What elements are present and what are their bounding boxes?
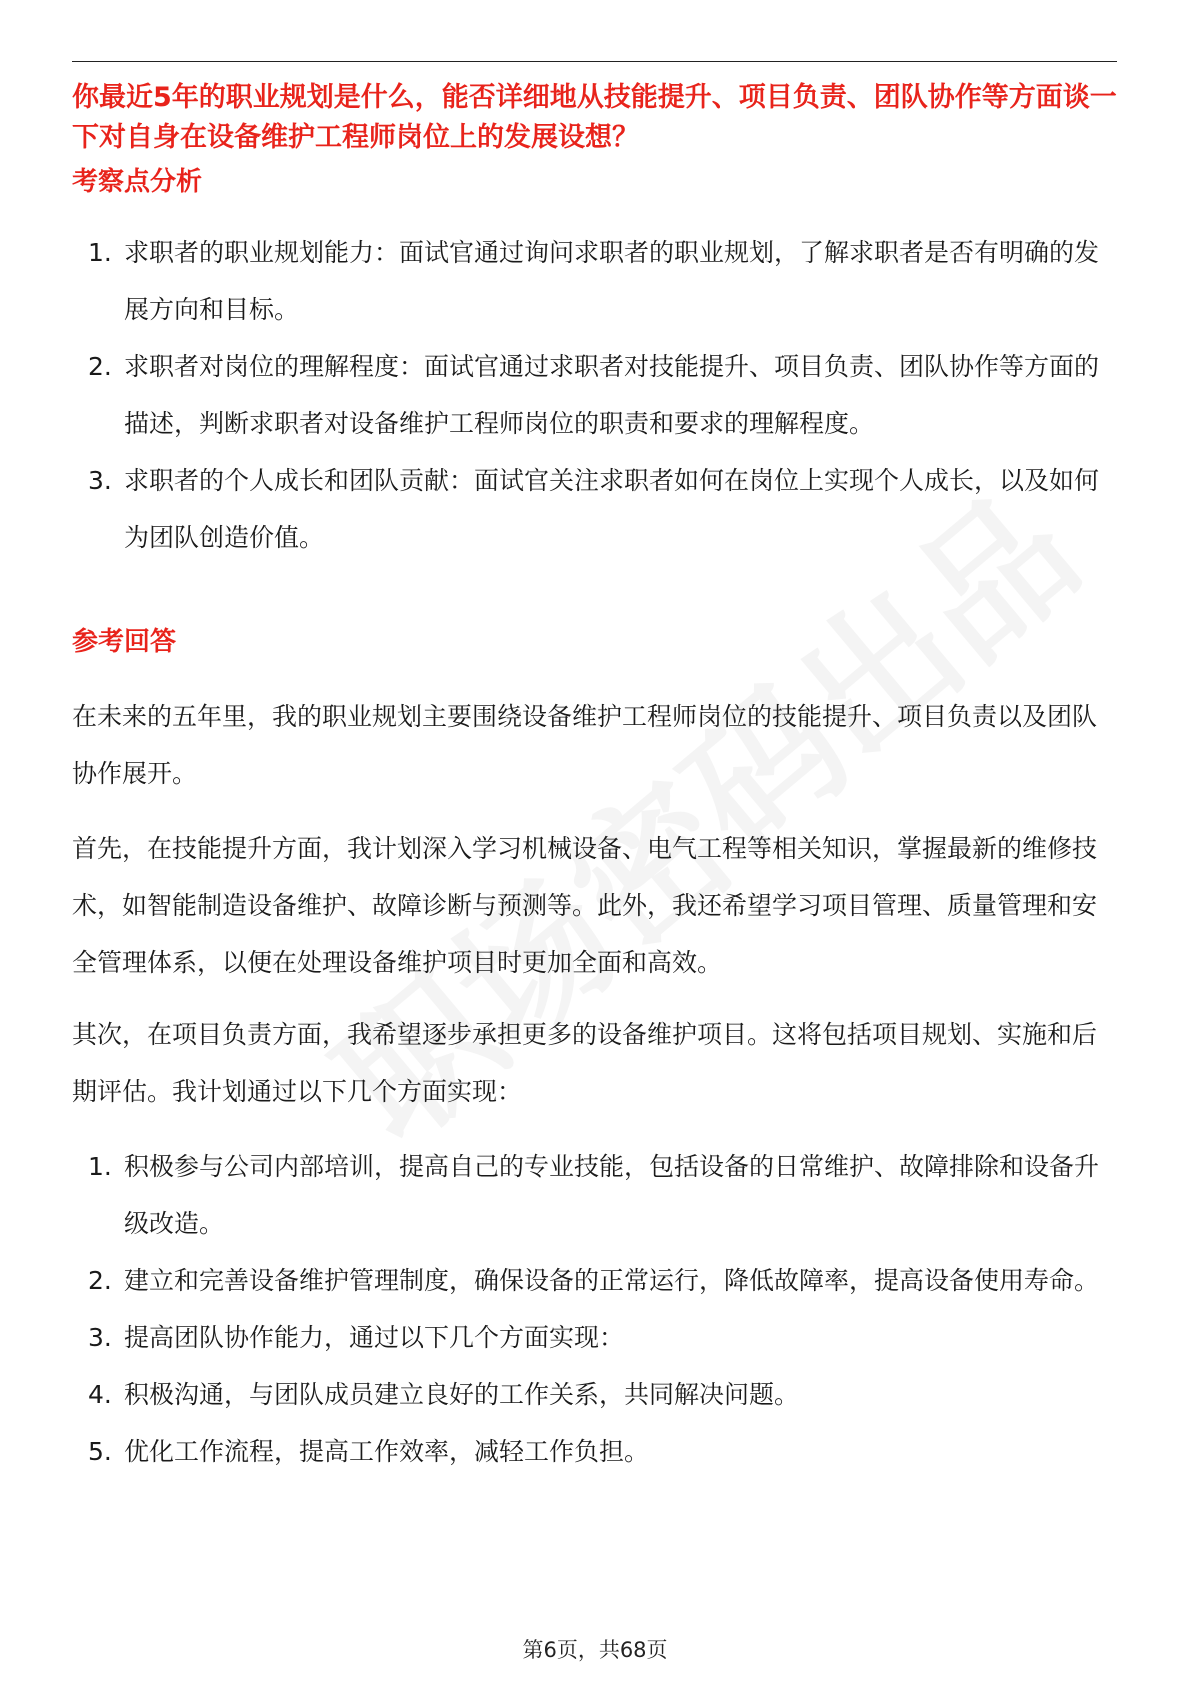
- list-item-text: 优化工作流程，提高工作效率，减轻工作负担。: [124, 1437, 650, 1466]
- answer-paragraph: 首先，在技能提升方面，我计划深入学习机械设备、电气工程等相关知识，掌握最新的维修技术，如智能制造设备维护、故障诊断与预测等。此外，我还希望学习项目管理、质量管理和安全管理体系，以便在处理设备维护项目时更加全面和高效。: [72, 834, 1098, 977]
- list-item: [72, 1309, 1117, 1366]
- list-item-text: 积极沟通，与团队成员建立良好的工作关系，共同解决问题。: [124, 1380, 800, 1409]
- list-number: 1.: [88, 238, 112, 267]
- list-item-text: 求职者的个人成长和团队贡献：面试官关注求职者如何在岗位上实现个人成长，以及如何为团队创造价值。: [124, 466, 1100, 552]
- list-item: [72, 1252, 1117, 1309]
- answer-heading: 参考回答: [72, 627, 177, 657]
- page-number: 第6页，共68页: [522, 1638, 668, 1662]
- list-number: 2.: [88, 352, 112, 381]
- top-divider: [72, 61, 1117, 62]
- list-item: [72, 1366, 1117, 1423]
- question-title: 你最近5年的职业规划是什么，能否详细地从技能提升、项目负责、团队协作等方面谈一下对自身在设备维护工程师岗位上的发展设想？: [72, 82, 1117, 153]
- answer-list: [72, 1138, 1117, 1480]
- analysis-list: [72, 224, 1117, 566]
- answer-paragraph: 在未来的五年里，我的职业规划主要围绕设备维护工程师岗位的技能提升、项目负责以及团队协作展开。: [72, 702, 1098, 788]
- list-item-text: 积极参与公司内部培训，提高自己的专业技能，包括设备的日常维护、故障排除和设备升级改造。: [124, 1152, 1100, 1238]
- list-number: 2.: [88, 1266, 112, 1295]
- list-item-text: 求职者的职业规划能力：面试官通过询问求职者的职业规划，了解求职者是否有明确的发展方向和目标。: [124, 238, 1100, 324]
- list-item: [72, 452, 1117, 566]
- answer-paragraph: 其次，在项目负责方面，我希望逐步承担更多的设备维护项目。这将包括项目规划、实施和后期评估。我计划通过以下几个方面实现：: [72, 1020, 1098, 1106]
- list-item: [72, 224, 1117, 338]
- analysis-heading: 考察点分析: [72, 167, 203, 197]
- list-item: [72, 338, 1117, 452]
- list-item-text: 建立和完善设备维护管理制度，确保设备的正常运行，降低故障率，提高设备使用寿命。: [124, 1266, 1100, 1295]
- list-number: 3.: [88, 466, 112, 495]
- list-item: [72, 1423, 1117, 1480]
- list-number: 4.: [88, 1380, 112, 1409]
- list-number: 1.: [88, 1152, 112, 1181]
- list-item: [72, 1138, 1117, 1252]
- list-item-text: 求职者对岗位的理解程度：面试官通过求职者对技能提升、项目负责、团队协作等方面的描述，判断求职者对设备维护工程师岗位的职责和要求的理解程度。: [124, 352, 1100, 438]
- list-item-text: 提高团队协作能力，通过以下几个方面实现：: [124, 1323, 625, 1352]
- list-number: 3.: [88, 1323, 112, 1352]
- list-number: 5.: [88, 1437, 112, 1466]
